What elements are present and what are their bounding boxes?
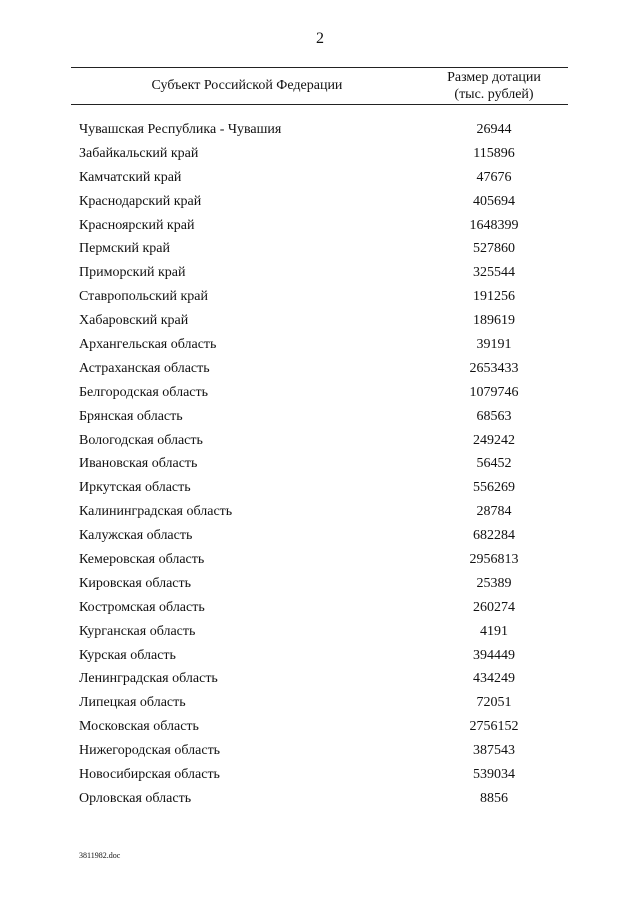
subject-name: Хабаровский край [79, 313, 189, 329]
table-row [0, 191, 640, 215]
subsidy-amount: 115896 [473, 145, 515, 161]
table-row [0, 692, 640, 716]
subsidy-amount: 28784 [476, 504, 512, 520]
subsidy-amount: 26944 [476, 122, 512, 137]
table-row [0, 262, 640, 286]
table-row [0, 310, 640, 334]
subsidy-amount: 527860 [473, 241, 515, 257]
subject-name: Калининградская область [79, 504, 233, 520]
subject-name: Архангельская область [79, 337, 217, 353]
table-row [0, 501, 640, 525]
subject-name: Камчатский край [79, 169, 182, 185]
column-header-amount [420, 69, 568, 103]
column-header-subject: Субъект Российской Федерации [151, 78, 343, 93]
document-id: 3811982.doc [79, 851, 121, 860]
subject-name: Белгородская область [79, 384, 209, 400]
subsidy-amount: 249242 [473, 432, 515, 448]
subject-name: Кемеровская область [79, 552, 205, 568]
subject-name: Костромская область [79, 599, 205, 615]
subsidy-amount: 405694 [473, 193, 515, 209]
subject-name: Чувашская Республика - Чувашия [79, 122, 282, 137]
table-row [0, 334, 640, 358]
table-row [0, 573, 640, 597]
subsidy-amount: 25389 [476, 575, 512, 591]
table-row [0, 525, 640, 549]
table-row [0, 119, 640, 143]
subsidy-amount: 56452 [476, 456, 512, 472]
subsidy-amount: 39191 [476, 337, 512, 353]
subsidy-amount: 2956813 [469, 552, 519, 568]
subject-name: Астраханская область [79, 360, 210, 376]
subsidy-amount: 556269 [473, 480, 515, 496]
table-body [0, 119, 640, 812]
subject-name: Ивановская область [79, 456, 198, 472]
table-row [0, 430, 640, 454]
page-number: 2 [316, 30, 324, 47]
subsidy-amount: 387543 [473, 743, 515, 759]
subject-name: Московская область [79, 719, 199, 735]
table-row [0, 143, 640, 167]
table-row [0, 453, 640, 477]
subsidy-amount: 260274 [473, 599, 515, 615]
subject-name: Калужская область [79, 528, 193, 544]
subject-name: Орловская область [79, 790, 192, 806]
table-row [0, 382, 640, 406]
subsidy-amount: 434249 [473, 671, 515, 687]
table-row [0, 549, 640, 573]
table-row [0, 716, 640, 740]
subject-name: Курская область [79, 647, 176, 663]
column-header-amount-title: Размер дотации [447, 70, 541, 85]
subject-name: Иркутская область [79, 480, 191, 496]
subsidy-amount: 394449 [473, 647, 515, 663]
column-header-amount-unit: (тыс. рублей) [454, 87, 534, 102]
table-row [0, 167, 640, 191]
subject-name: Брянская область [79, 408, 183, 424]
table-row [0, 740, 640, 764]
table-row [0, 788, 640, 812]
subsidy-amount: 1079746 [469, 384, 519, 400]
subject-name: Новосибирская область [79, 767, 220, 783]
table-row [0, 477, 640, 501]
subsidy-amount: 2653433 [469, 360, 519, 376]
subject-name: Ленинградская область [79, 671, 218, 687]
subsidy-amount: 325544 [473, 265, 515, 281]
subsidy-amount: 68563 [476, 408, 512, 424]
subsidy-amount: 2756152 [469, 719, 519, 735]
subject-name: Пермский край [79, 241, 170, 257]
subject-name: Ставропольский край [79, 289, 208, 305]
subject-name: Краснодарский край [79, 193, 202, 209]
subject-name: Курганская область [79, 623, 196, 639]
subject-name: Кировская область [79, 575, 192, 591]
subsidy-amount: 72051 [476, 695, 512, 711]
subsidy-amount: 539034 [473, 767, 515, 783]
table-row [0, 238, 640, 262]
table-row [0, 668, 640, 692]
table-row [0, 406, 640, 430]
subsidy-amount: 1648399 [469, 217, 519, 233]
table-row [0, 215, 640, 239]
subject-name: Забайкальский край [79, 145, 199, 161]
table-top-rule [71, 67, 568, 68]
subsidy-amount: 8856 [480, 790, 508, 806]
subsidy-amount: 189619 [473, 313, 515, 329]
subject-name: Приморский край [79, 265, 186, 281]
table-row [0, 764, 640, 788]
table-row [0, 358, 640, 382]
subject-name: Красноярский край [79, 217, 195, 233]
table-row [0, 286, 640, 310]
subsidy-amount: 47676 [476, 169, 512, 185]
subsidy-amount: 682284 [473, 528, 515, 544]
table-row [0, 621, 640, 645]
subject-name: Вологодская область [79, 432, 203, 448]
subject-name: Нижегородская область [79, 743, 221, 759]
table-header-rule [71, 104, 568, 105]
subsidy-amount: 191256 [473, 289, 515, 305]
subsidy-amount: 4191 [480, 623, 508, 639]
table-row [0, 645, 640, 669]
subject-name: Липецкая область [79, 695, 186, 711]
table-row [0, 597, 640, 621]
